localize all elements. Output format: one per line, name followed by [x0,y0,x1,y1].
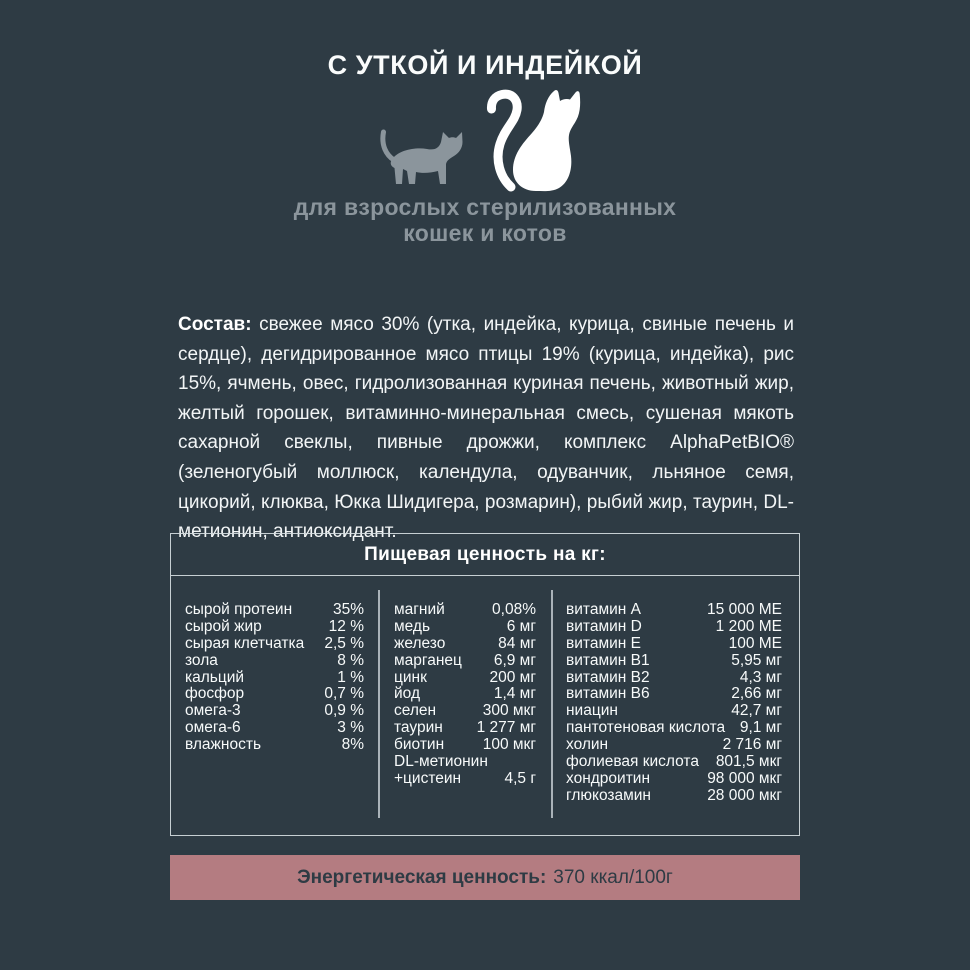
energy-label: Энергетическая ценность: [297,866,547,888]
nutrient-row [185,618,364,635]
nutrient-row [394,601,536,618]
nutrient-row [394,618,536,635]
nutrient-label: кальций [185,668,245,686]
nutrient-row [566,753,782,770]
nutrient-row [566,652,782,669]
nutrient-value: 200 мг [489,668,536,686]
nutrient-label: железо [394,634,446,652]
sitting-cat-icon [478,83,583,192]
nutrient-value: 1 277 мг [476,719,536,737]
nutrient-value: 28 000 мкг [707,786,782,804]
nutrient-label: цинк [394,668,427,686]
nutrient-row [566,702,782,719]
nutrient-value: 2 716 мг [722,736,782,754]
nutrient-value: 84 мг [498,634,536,652]
nutrient-label: сырой протеин [185,601,293,618]
nutrient-label: DL-метионин [394,753,488,771]
nutrient-row [185,719,364,736]
nutrient-row [394,702,536,719]
nutrient-row [566,618,782,635]
nutrient-value: 0,7 % [324,685,364,703]
composition-text [178,310,794,547]
nutrient-row [394,652,536,669]
nutrient-label: +цистеин [394,769,462,787]
nutrient-row [566,770,782,787]
nutrient-label: фосфор [185,685,245,703]
nutrient-label: омега-6 [185,719,241,737]
nutrient-label: магний [394,601,445,618]
nutrient-label: омега-3 [185,702,241,720]
nutrient-label: витамин B2 [566,668,650,686]
nutrient-value: 35% [332,601,364,618]
nutrient-label: витамин B6 [566,685,650,703]
nutrient-value: 100 МЕ [728,634,782,652]
nutrient-row [185,635,364,652]
composition-label: Состав: [178,314,252,335]
column-divider [551,590,553,818]
walking-cat-icon [375,125,463,190]
nutrient-row [394,635,536,652]
nutrient-label: биотин [394,736,445,754]
nutrient-value: 3 % [337,719,364,737]
nutrient-row [394,669,536,686]
nutrient-row [394,770,536,787]
nutrient-value: 12 % [328,617,364,635]
nutrient-row [394,736,536,753]
nutrient-value: 300 мкг [482,702,536,720]
nutrition-table-title: Пищевая ценность на кг: [171,534,799,576]
nutrient-label: ниацин [566,702,618,720]
nutrient-row [394,719,536,736]
nutrient-value: 15 000 МЕ [707,601,782,618]
nutrient-label: сырой жир [185,617,262,635]
nutrient-label: сырая клетчатка [185,634,305,652]
nutrient-label: хондроитин [566,769,651,787]
nutrient-value: 6 мг [506,617,536,635]
nutrient-value: 4,3 мг [739,668,782,686]
nutrition-table [170,533,800,836]
nutrient-row [185,702,364,719]
composition-body: свежее мясо 30% (утка, индейка, курица, свиные печень и сердце), дегидрированное мясо птицы 19% (курица, индейка), рис 15%, ячмень, овес, гидролизованная куриная печень, животный жир, желтый горошек, витаминно-минеральная смесь, сушеная мякоть сахарной свеклы, пивные дрожжи, комплекс AlphaPetBIO® (зеленогубый моллюск, календула, одуванчик, льняное семя, цикорий, клюква, Юкка Шидигера, розмарин), рыбий жир, таурин, DL-метионин, антиоксидант. [178,314,795,543]
nutrient-row [185,669,364,686]
subtitle [0,194,970,246]
nutrient-value: 1,4 мг [493,685,536,703]
nutrient-label: медь [394,617,431,635]
nutrition-column-minerals [380,601,552,787]
nutrient-label: зола [185,651,218,669]
nutrient-row [394,685,536,702]
nutrient-label: таурин [394,719,443,737]
nutrient-label: витамин E [566,634,641,652]
nutrient-row [394,753,536,770]
nutrition-column-analysis [171,601,380,753]
nutrient-row [566,787,782,804]
nutrient-label: глюкозамин [566,786,651,804]
nutrition-column-vitamins [552,601,798,804]
nutrient-value: 1 200 МЕ [715,617,782,635]
nutrient-label: витамин D [566,617,642,635]
column-divider [378,590,380,818]
nutrient-row [185,685,364,702]
nutrient-label: марганец [394,651,462,669]
nutrient-label: влажность [185,736,262,754]
energy-value: 370 ккал/100г [553,866,673,888]
nutrient-row [566,719,782,736]
nutrient-value: 8% [341,736,364,754]
nutrient-value: 98 000 мкг [707,769,782,787]
nutrient-value: 2,66 мг [731,685,782,703]
nutrient-row [185,652,364,669]
subtitle-line-2: кошек и котов [403,220,567,246]
nutrient-value: 2,5 % [324,634,364,652]
nutrient-row [185,601,364,618]
nutrient-row [185,736,364,753]
nutrient-value: 1 % [337,668,364,686]
nutrient-row [566,601,782,618]
nutrient-value: 100 мкг [482,736,536,754]
nutrient-value: 5,95 мг [731,651,782,669]
energy-value-bar [170,855,800,900]
nutrient-value: 6,9 мг [493,651,536,669]
nutrient-label: витамин A [566,601,641,618]
subtitle-line-1: для взрослых стерилизованных [293,194,677,220]
nutrient-value: 4,5 г [504,769,536,787]
nutrient-label: пантотеновая кислота [566,719,726,737]
nutrition-table-body [171,576,799,834]
nutrient-value: 8 % [337,651,364,669]
nutrient-label: витамин B1 [566,651,650,669]
nutrient-label: фолиевая кислота [566,753,699,771]
nutrient-label: холин [566,736,609,754]
page-title: С УТКОЙ И ИНДЕЙКОЙ [327,50,643,80]
nutrient-value: 9,1 мг [739,719,782,737]
nutrient-value: 0,9 % [324,702,364,720]
nutrient-value: 801,5 мкг [715,753,782,771]
nutrient-row [566,669,782,686]
nutrient-value: 42,7 мг [731,702,782,720]
nutrient-label: йод [394,685,420,703]
nutrient-row [566,685,782,702]
nutrient-row [566,736,782,753]
nutrient-value: 0,08% [492,601,536,618]
nutrient-row [566,635,782,652]
nutrient-label: селен [394,702,437,720]
